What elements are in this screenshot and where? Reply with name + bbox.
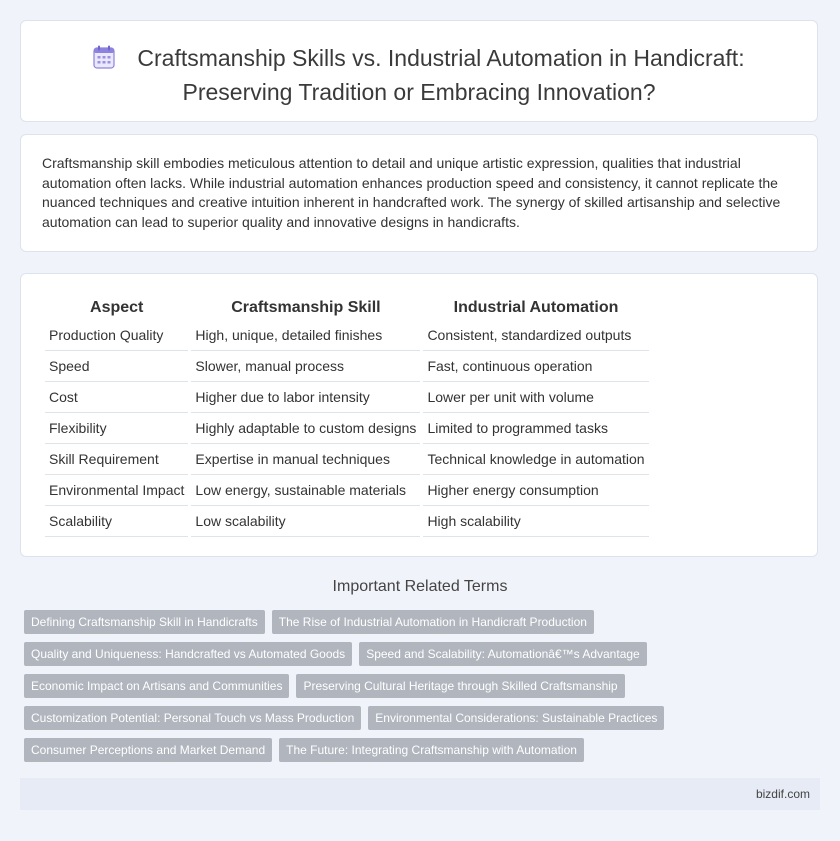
related-terms-row — [24, 610, 804, 634]
table-cell: Lower per unit with volume — [423, 382, 648, 413]
table-row — [45, 320, 649, 351]
table-cell: Cost — [45, 382, 188, 413]
table-row — [45, 382, 649, 413]
related-terms-row — [24, 642, 804, 666]
table-header-row — [45, 296, 649, 320]
footer — [20, 778, 820, 810]
table-cell: Limited to programmed tasks — [423, 413, 648, 444]
related-term-tag[interactable]: The Rise of Industrial Automation in Handicraft Production — [272, 610, 594, 634]
title-line-1: Craftsmanship Skills vs. Industrial Automation in Handicraft: — [137, 45, 745, 71]
related-terms-row — [24, 706, 804, 730]
title-line-2: Preserving Tradition or Embracing Innovation? — [182, 79, 656, 105]
related-term-tag[interactable]: Economic Impact on Artisans and Communities — [24, 674, 289, 698]
table-cell: Consistent, standardized outputs — [423, 320, 648, 351]
intro-card — [20, 134, 818, 252]
table-cell: Speed — [45, 351, 188, 382]
related-term-tag[interactable]: Customization Potential: Personal Touch vs Mass Production — [24, 706, 361, 730]
related-terms-heading: Important Related Terms — [332, 578, 508, 595]
footer-site-link[interactable]: bizdif.com — [755, 787, 810, 801]
related-terms-row — [24, 674, 804, 698]
table-cell: Scalability — [45, 506, 188, 537]
table-row — [45, 444, 649, 475]
related-term-tag[interactable]: The Future: Integrating Craftsmanship with Automation — [279, 738, 584, 762]
comparison-table — [42, 296, 652, 537]
related-term-tag[interactable]: Consumer Perceptions and Market Demand — [24, 738, 272, 762]
related-term-tag[interactable]: Preserving Cultural Heritage through Skilled Craftsmanship — [296, 674, 624, 698]
table-cell: Low scalability — [191, 506, 420, 537]
column-header: Aspect — [90, 299, 144, 316]
table-row — [45, 475, 649, 506]
related-term-tag[interactable]: Environmental Considerations: Sustainable Practices — [368, 706, 664, 730]
table-cell: Low energy, sustainable materials — [191, 475, 420, 506]
related-terms-list — [24, 610, 804, 770]
title-card — [20, 20, 818, 122]
table-cell: Environmental Impact — [45, 475, 188, 506]
table-cell: Slower, manual process — [191, 351, 420, 382]
calendar-icon — [93, 45, 115, 77]
comparison-card — [20, 273, 818, 557]
column-header: Craftsmanship Skill — [231, 299, 381, 316]
table-row — [45, 506, 649, 537]
table-cell: Fast, continuous operation — [423, 351, 648, 382]
table-cell: Highly adaptable to custom designs — [191, 413, 420, 444]
page-title — [21, 43, 817, 108]
related-term-tag[interactable]: Defining Craftsmanship Skill in Handicrafts — [24, 610, 265, 634]
table-cell: Skill Requirement — [45, 444, 188, 475]
column-header: Industrial Automation — [453, 299, 619, 316]
related-terms-row — [24, 738, 804, 762]
table-row — [45, 413, 649, 444]
table-cell: High scalability — [423, 506, 648, 537]
table-cell: Higher energy consumption — [423, 475, 648, 506]
table-cell: Higher due to labor intensity — [191, 382, 420, 413]
table-cell: Technical knowledge in automation — [423, 444, 648, 475]
intro-paragraph: Craftsmanship skill embodies meticulous attention to detail and unique artistic expression, qualities that industrial automation often lacks. While industrial automation enhances production speed and consistency, it cannot replicate the nuanced techniques and creative intuition inherent in handcrafted work. The synergy of skilled artisanship and selective automation can lead to superior quality and innovative designs in handicrafts. — [42, 155, 781, 230]
table-row — [45, 351, 649, 382]
related-term-tag[interactable]: Speed and Scalability: Automationâ€™s Advantage — [359, 642, 647, 666]
table-cell: Expertise in manual techniques — [191, 444, 420, 475]
table-cell: Production Quality — [45, 320, 188, 351]
table-cell: High, unique, detailed finishes — [191, 320, 420, 351]
table-cell: Flexibility — [45, 413, 188, 444]
related-term-tag[interactable]: Quality and Uniqueness: Handcrafted vs Automated Goods — [24, 642, 352, 666]
